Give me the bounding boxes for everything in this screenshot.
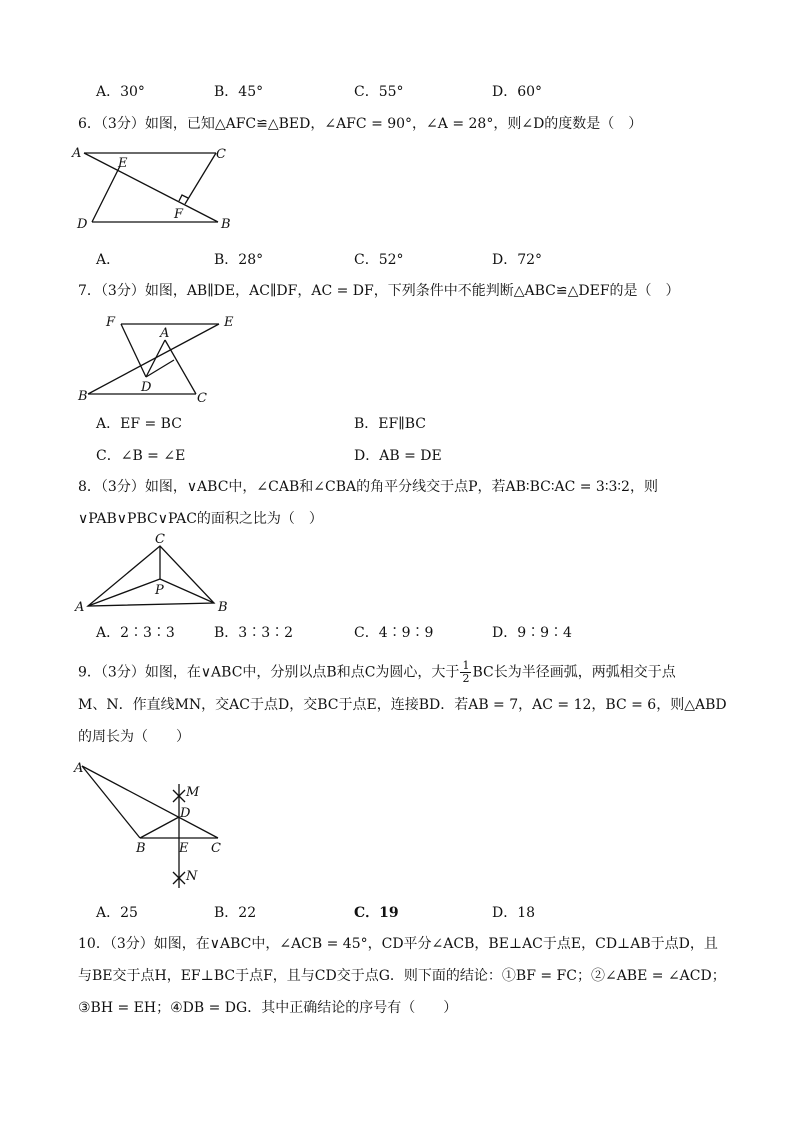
- q8-label-b: B: [218, 600, 228, 615]
- q10-stem-line2: 与BE交于点H，EF⊥BC于点F，且与CD交于点G．则下面的结论：①BF = FC；②∠ABE = ∠ACD；: [78, 968, 726, 984]
- q9-label-d: D: [180, 806, 191, 821]
- q6-label-d: D: [77, 217, 88, 232]
- q9-option-c: C．19: [354, 905, 399, 921]
- q6-option-b: B．28°: [214, 252, 264, 268]
- q9-figure: [70, 756, 240, 888]
- q9-stem-line1-after: BC长为半径画弧，两弧相交于点: [472, 664, 676, 681]
- q8-option-b: B．3∶3∶2: [214, 625, 294, 641]
- q7-option-a: A．EF = BC: [96, 416, 182, 432]
- q9-line-bd: [140, 817, 179, 838]
- q9-label-b: B: [136, 841, 146, 856]
- q9-stem-line3: 的周长为（ ）: [78, 729, 190, 745]
- q9-stem-line1: [78, 660, 676, 685]
- q8-label-c: C: [155, 532, 165, 547]
- q6-label-e: E: [118, 156, 128, 171]
- q7-option-c: C．∠B = ∠E: [96, 448, 186, 464]
- q7-stem: 7．（3分）如图，AB∥DE，AC∥DF，AC = DF，下列条件中不能判断△ABC≌△DEF的是（ ）: [78, 283, 680, 299]
- q9-label-e: E: [179, 841, 189, 856]
- q7-label-e: E: [224, 315, 234, 330]
- q6-option-d: D．72°: [492, 252, 543, 268]
- q6-line-de: [92, 166, 120, 222]
- q6-figure: [70, 142, 240, 234]
- q9-line-ab: [82, 766, 140, 838]
- q8-option-a: A．2∶3∶3: [96, 625, 175, 641]
- q7-label-b: B: [78, 389, 88, 404]
- q8-figure: [72, 532, 242, 618]
- q5-option-b: B．45°: [214, 84, 264, 100]
- q5-option-c: C．55°: [354, 84, 404, 100]
- q5-option-d: D．60°: [492, 84, 543, 100]
- q6-option-a: A．: [96, 252, 121, 268]
- q9-stem-line2: M、N．作直线MN，交AC于点D，交BC于点E，连接BD．若AB = 7，AC = 12，BC = 6，则△ABD: [78, 697, 727, 713]
- q8-line-ap: [88, 579, 160, 606]
- q9-stem-line1-before: 9．（3分）如图，在∨ABC中，分别以点B和点C为圆心，大于: [78, 664, 460, 681]
- q9-fraction-one-half: [460, 660, 471, 685]
- q8-option-d: D．9∶9∶4: [492, 625, 572, 641]
- q9-option-a: A．25: [96, 905, 138, 921]
- q5-option-a: A．30°: [96, 84, 145, 100]
- q8-option-c: C．4∶9∶9: [354, 625, 434, 641]
- q9-fraction-denominator: 2: [462, 672, 470, 685]
- q8-label-p: P: [155, 583, 164, 598]
- q8-label-a: A: [75, 600, 85, 615]
- q8-line-bp: [160, 579, 214, 603]
- q9-label-m: M: [186, 785, 200, 800]
- q8-stem-line1: 8．（3分）如图，∨ABC中，∠CAB和∠CBA的角平分线交于点P，若AB∶BC∶AC = 3∶3∶2，则: [78, 479, 658, 495]
- q7-label-f: F: [106, 315, 116, 330]
- q9-label-n: N: [186, 869, 198, 884]
- q6-stem: 6．（3分）如图，已知△AFC≌△BED，∠AFC = 90°，∠A = 28°，则∠D的度数是（ ）: [78, 116, 643, 132]
- q10-stem-line1: 10．（3分）如图，在∨ABC中，∠ACB = 45°，CD平分∠ACB，BE⊥AC于点E，CD⊥AB于点D，且: [78, 936, 718, 952]
- q6-line-cf: [185, 153, 216, 204]
- q10-stem-line3: ③BH = EH；④DB = DG．其中正确结论的序号有（ ）: [78, 1000, 458, 1016]
- q6-label-b: B: [221, 217, 231, 232]
- q9-option-d: D．18: [492, 905, 536, 921]
- q9-fraction-numerator: 1: [462, 659, 470, 672]
- q7-option-b: B．EF∥BC: [354, 416, 426, 432]
- q6-label-c: C: [216, 147, 226, 162]
- q7-label-d: D: [141, 380, 152, 395]
- q7-label-c: C: [197, 391, 207, 406]
- q9-label-c: C: [211, 841, 221, 856]
- q8-stem-line2: ∨PAB∨PBC∨PAC的面积之比为（ ）: [78, 511, 323, 527]
- q6-option-c: C．52°: [354, 252, 404, 268]
- q6-label-a: A: [72, 146, 82, 161]
- q7-label-a: A: [160, 326, 170, 341]
- q6-line-ab: [84, 153, 218, 222]
- q7-line-be: [88, 324, 219, 394]
- q7-figure: [74, 310, 244, 406]
- q7-line-ac: [165, 340, 196, 394]
- q8-triangle-abc: [88, 546, 214, 606]
- q9-line-ac: [82, 766, 218, 838]
- q9-label-a: A: [74, 761, 84, 776]
- q9-option-b: B．22: [214, 905, 257, 921]
- q7-option-d: D．AB = DE: [354, 448, 442, 464]
- q6-label-f: F: [174, 207, 184, 222]
